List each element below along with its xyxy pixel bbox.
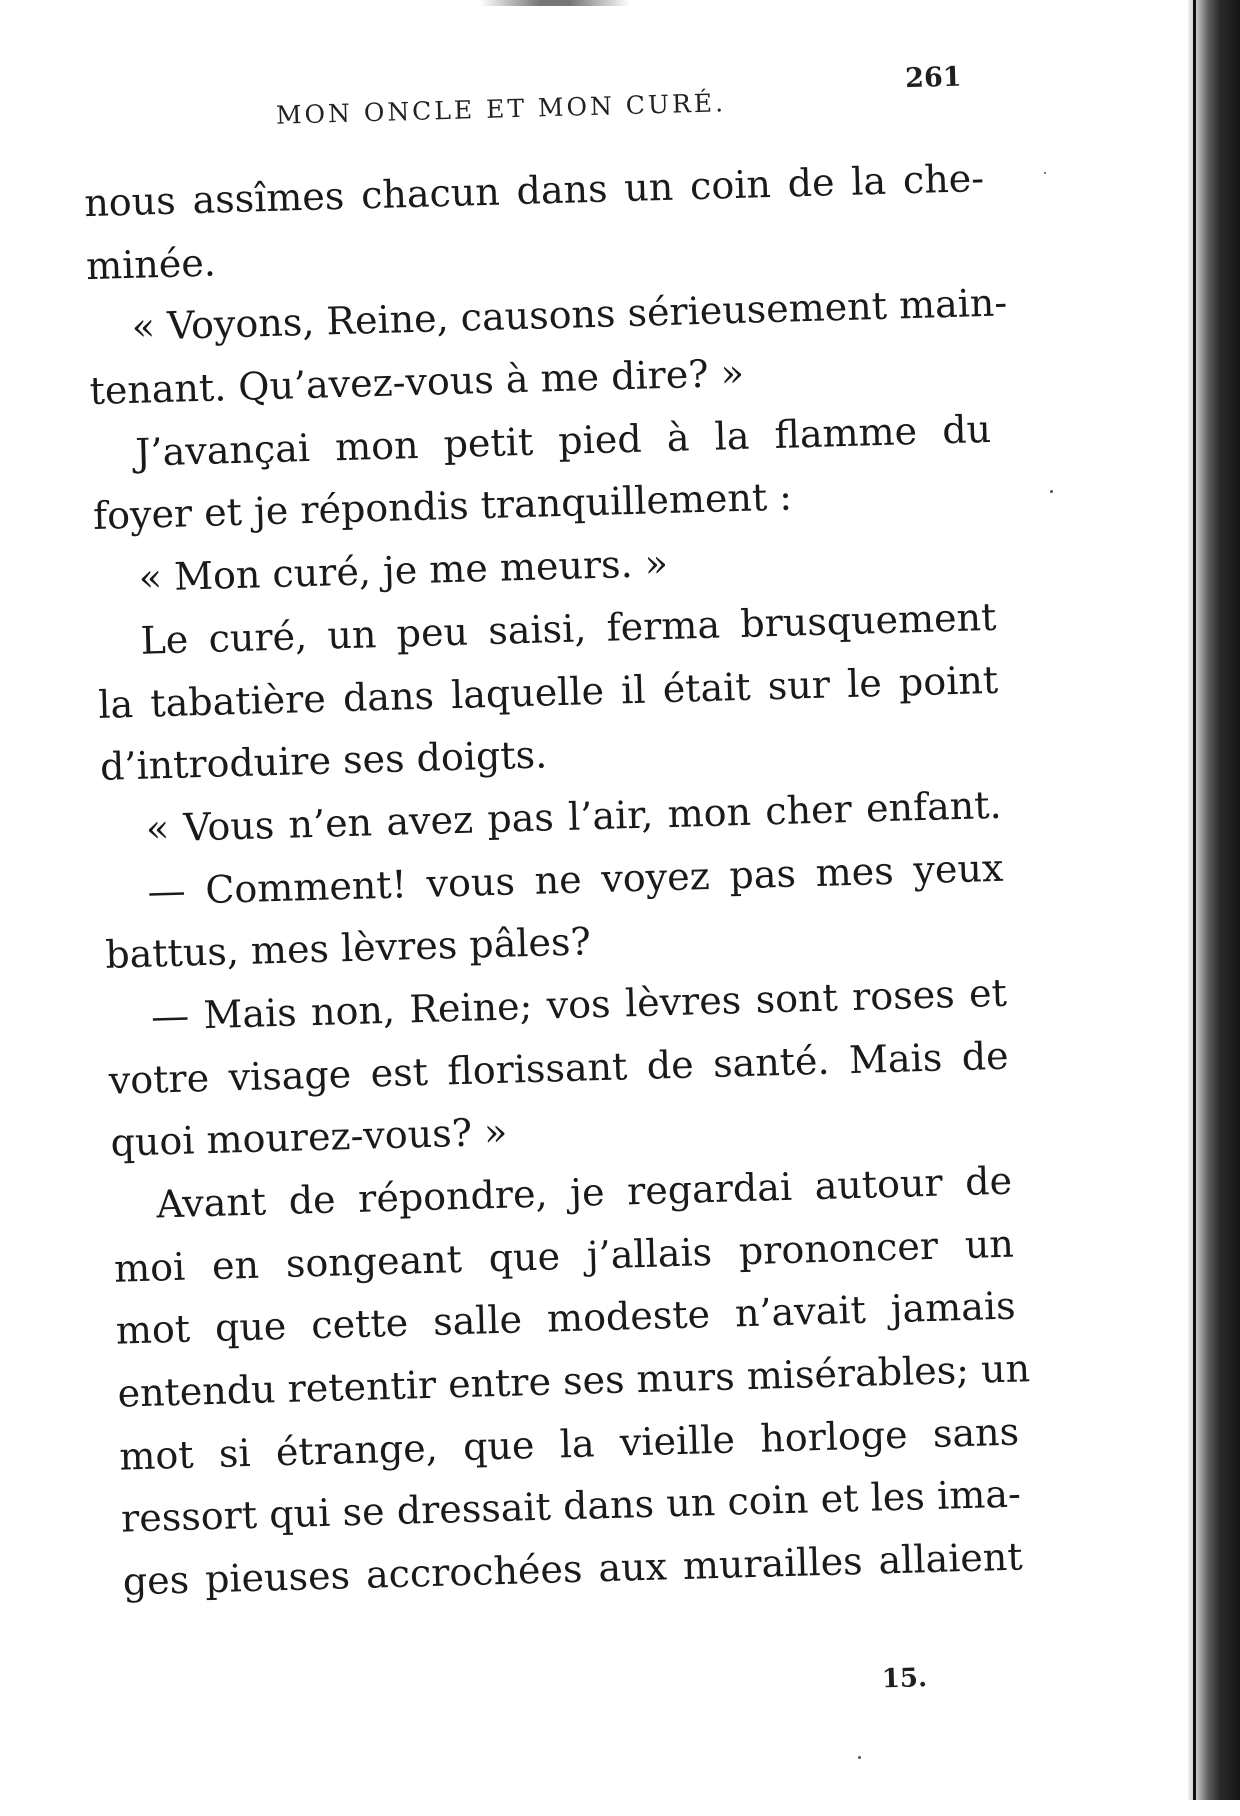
text-line: quoi mourez-vous? »: [109, 1110, 508, 1166]
text-line: moi en songeant que j’allais prononcer un: [113, 1221, 1015, 1291]
text-line: Avant de répondre, je regardai autour de: [155, 1158, 1013, 1227]
running-title: MON ONCLE ET MON CURÉ.: [275, 88, 727, 130]
text-line: votre visage est florissant de santé. Mais de: [108, 1033, 1010, 1103]
text-line: la tabatière dans laquelle il était sur le point: [97, 657, 999, 727]
text-line: ges pieuses accrochées aux murailles allaient: [122, 1534, 1024, 1604]
text-line: J’avançai mon petit pied à la flamme du: [134, 406, 992, 475]
text-line: nous assîmes chacun dans un coin de la che-: [83, 156, 985, 226]
text-line: mot si étrange, que la vieille horloge sans: [118, 1409, 1020, 1479]
scan-speck: [858, 1756, 861, 1759]
text-line: mot que cette salle modeste n’avait jamais: [115, 1283, 1017, 1354]
text-line: battus, mes lèvres pâles?: [104, 919, 592, 978]
text-line: — Comment! vous ne voyez pas mes yeux: [146, 845, 1004, 914]
page-text-body: [83, 147, 1031, 1613]
text-line: minée.: [85, 240, 217, 288]
signature-mark: 15.: [881, 1663, 928, 1695]
text-line: — Mais non, Reine; vos lèvres sont roses et: [150, 970, 1008, 1039]
text-line: Le curé, un peu saisi, ferma brusquement: [139, 594, 997, 663]
text-line: « Vous n’en avez pas l’air, mon cher enfant.: [145, 782, 1003, 851]
text-line: entendu retentir entre ses murs misérables; un: [116, 1346, 1031, 1416]
page-number: 261: [904, 61, 962, 95]
text-line: tenant. Qu’avez-vous à me dire? »: [88, 350, 745, 414]
text-line: « Mon curé, je me meurs. »: [138, 541, 669, 600]
scan-speck: [1050, 490, 1053, 493]
text-line: ressort qui se dressait dans un coin et les ima-: [120, 1471, 1022, 1542]
scan-speck: [1044, 172, 1046, 174]
text-line: foyer et je répondis tranquillement :: [92, 474, 793, 539]
text-line: d’introduire ses doigts.: [99, 732, 548, 790]
text-line: « Voyons, Reine, causons sérieusement main-: [131, 280, 1008, 350]
